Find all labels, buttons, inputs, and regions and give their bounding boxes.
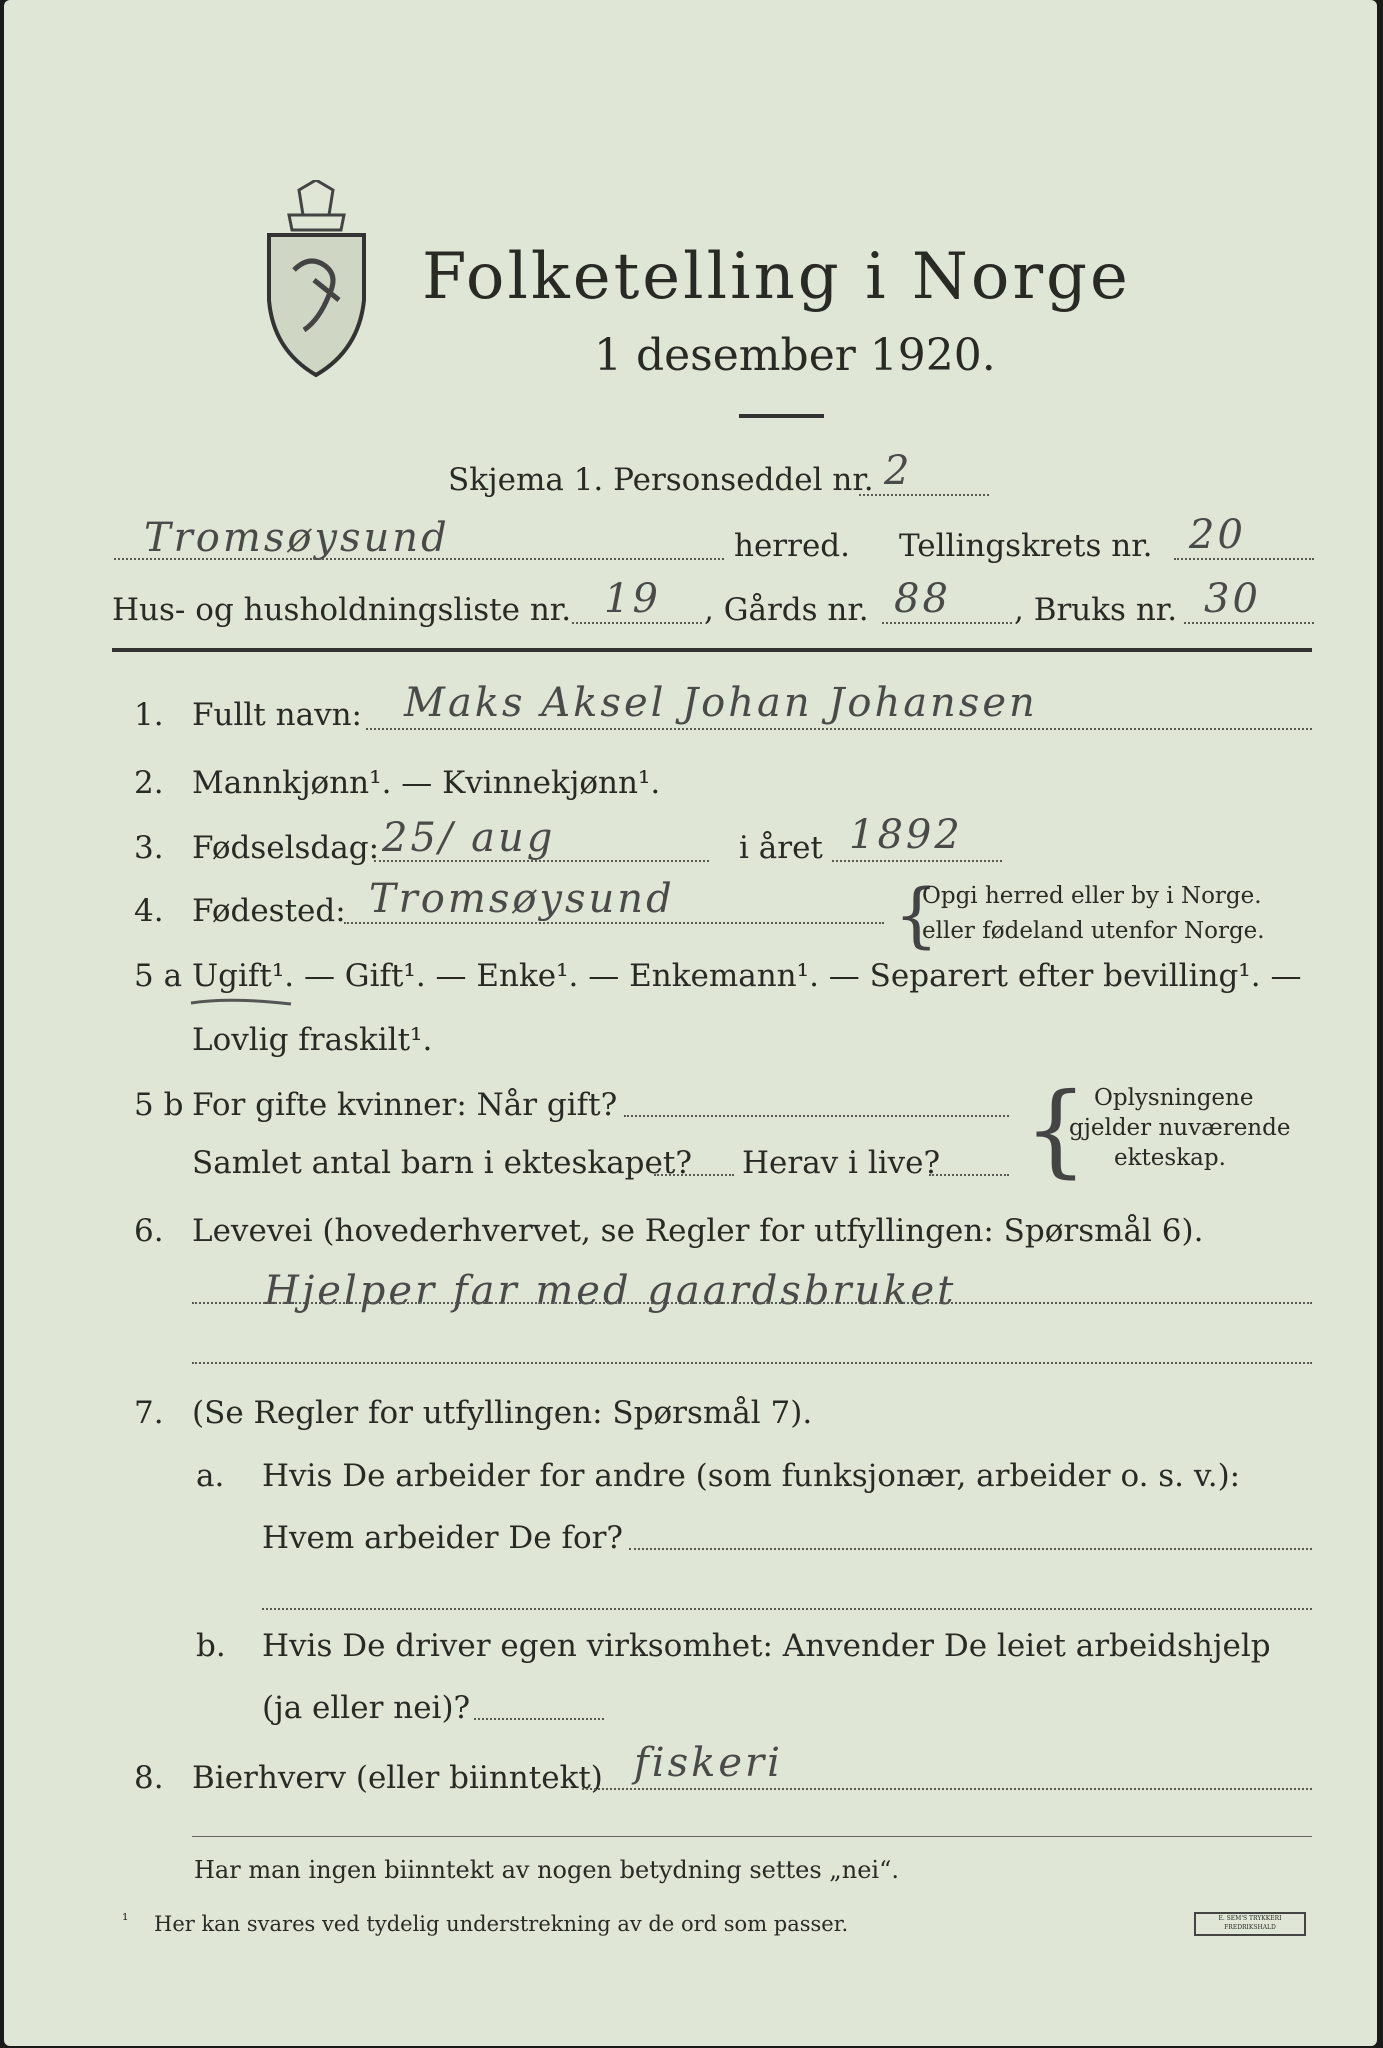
q7a-line2 (262, 1608, 1312, 1610)
q5a-label2: Lovlig fraskilt¹. (192, 1022, 433, 1058)
q7b-label2: (ja eller nei)? (262, 1690, 471, 1726)
tellingskrets-label: Tellingskrets nr. (899, 528, 1153, 564)
coat-of-arms-icon (259, 180, 374, 380)
q7b-line (474, 1718, 604, 1720)
q5b-note-line1: Oplysningene (1094, 1085, 1254, 1111)
q6-line2 (192, 1362, 1312, 1364)
bruks-value: 30 (1204, 576, 1261, 622)
q5b-number: 5 b (134, 1087, 184, 1123)
q3-year-value: 1892 (849, 812, 963, 858)
q7a-label: Hvis De arbeider for andre (som funksjonær, arbeider o. s. v.): (262, 1458, 1241, 1494)
q4-brace: { (894, 874, 939, 956)
gards-line (882, 622, 1012, 624)
q2-label: Mannkjønn¹. — Kvinnekjønn¹. (192, 765, 661, 801)
q5b-brace: { (1024, 1071, 1088, 1188)
tellingskrets-line (1174, 558, 1314, 560)
q7a-label2: Hvem arbeider De for? (262, 1520, 624, 1556)
q7b-number: b. (196, 1628, 226, 1664)
hus-value: 19 (604, 576, 661, 622)
q3-year-label: i året (739, 830, 823, 866)
q5b-label2: Samlet antal barn i ekteskapet? (192, 1145, 692, 1181)
skjema-label: Skjema 1. Personseddel nr. (448, 462, 874, 498)
printer-stamp: E. SEM'S TRYKKERI FREDRIKSHALD (1194, 1912, 1306, 1936)
note-main: Har man ingen biinntekt av nogen betydning settes „nei“. (194, 1856, 899, 1884)
q4-note-line2: eller fødeland utenfor Norge. (922, 918, 1265, 944)
q5b-label: For gifte kvinner: Når gift? (192, 1087, 618, 1123)
form-title: Folketelling i Norge (422, 240, 1131, 314)
q4-label: Fødested: (192, 893, 346, 929)
q2-number: 2. (134, 765, 164, 801)
q8-value: fiskeri (634, 1740, 783, 1786)
skjema-value: 2 (884, 448, 913, 494)
q3-number: 3. (134, 830, 164, 866)
herred-line (114, 558, 724, 560)
hus-line (572, 622, 702, 624)
q6-number: 6. (134, 1213, 164, 1249)
q8-number: 8. (134, 1760, 164, 1796)
q4-value: Tromsøysund (369, 876, 675, 922)
title-divider (739, 414, 824, 418)
gards-label: , Gårds nr. (704, 592, 869, 628)
q6-line1 (192, 1302, 1312, 1304)
q7-label: (Se Regler for utfyllingen: Spørsmål 7). (192, 1395, 813, 1431)
q7-number: 7. (134, 1395, 164, 1431)
q3-label: Fødselsdag: (192, 830, 380, 866)
census-form (4, 0, 1377, 2046)
q4-number: 4. (134, 893, 164, 929)
header-rule (112, 648, 1312, 652)
q5b-note-line3: ekteskap. (1114, 1145, 1226, 1171)
q1-value: Maks Aksel Johan Johansen (404, 680, 1038, 726)
q5b-line3 (929, 1174, 1009, 1176)
q5b-note-line2: gjelder nuværende (1069, 1115, 1291, 1141)
q1-number: 1. (134, 697, 164, 733)
q8-line (582, 1788, 1312, 1790)
q1-label: Fullt navn: (192, 697, 362, 733)
footnote-mark: ¹ (122, 1910, 129, 1929)
q4-line (344, 922, 884, 924)
q1-line (366, 728, 1312, 730)
herred-label: herred. (734, 528, 850, 564)
gards-value: 88 (894, 576, 951, 622)
bruks-line (1184, 622, 1314, 624)
ugift-underline (189, 995, 294, 1009)
herred-value: Tromsøysund (144, 515, 450, 561)
q3-year-line (832, 860, 1002, 862)
q3-value: 25/ aug (382, 815, 556, 861)
q7a-number: a. (196, 1458, 225, 1494)
tellingskrets-value: 20 (1189, 512, 1246, 558)
q6-label: Levevei (hovederhvervet, se Regler for utfyllingen: Spørsmål 6). (192, 1213, 1204, 1249)
q5b-line2 (654, 1174, 734, 1176)
q6-value: Hjelper far med gaardsbruket (264, 1268, 957, 1314)
q7b-label: Hvis De driver egen virksomhet: Anvender De leiet arbeidshjelp (262, 1628, 1271, 1664)
bottom-rule (192, 1836, 1312, 1837)
q5b-label3: Herav i live? (742, 1145, 941, 1181)
q5a-number: 5 a (134, 958, 183, 994)
q7a-line1 (629, 1548, 1312, 1550)
q8-label: Bierhverv (eller biinntekt) (192, 1760, 603, 1796)
q4-note-line1: Opgi herred eller by i Norge. (922, 883, 1262, 909)
q5b-line (624, 1115, 1009, 1117)
form-subtitle: 1 desember 1920. (594, 330, 996, 381)
q5a-label: Ugift¹. — Gift¹. — Enke¹. — Enkemann¹. — Separert efter bevilling¹. — (192, 958, 1302, 994)
footnote-text: Her kan svares ved tydelig understrekning av de ord som passer. (154, 1912, 849, 1936)
bruks-label: , Bruks nr. (1014, 592, 1178, 628)
hus-label: Hus- og husholdningsliste nr. (112, 592, 572, 628)
skjema-line (859, 494, 989, 496)
